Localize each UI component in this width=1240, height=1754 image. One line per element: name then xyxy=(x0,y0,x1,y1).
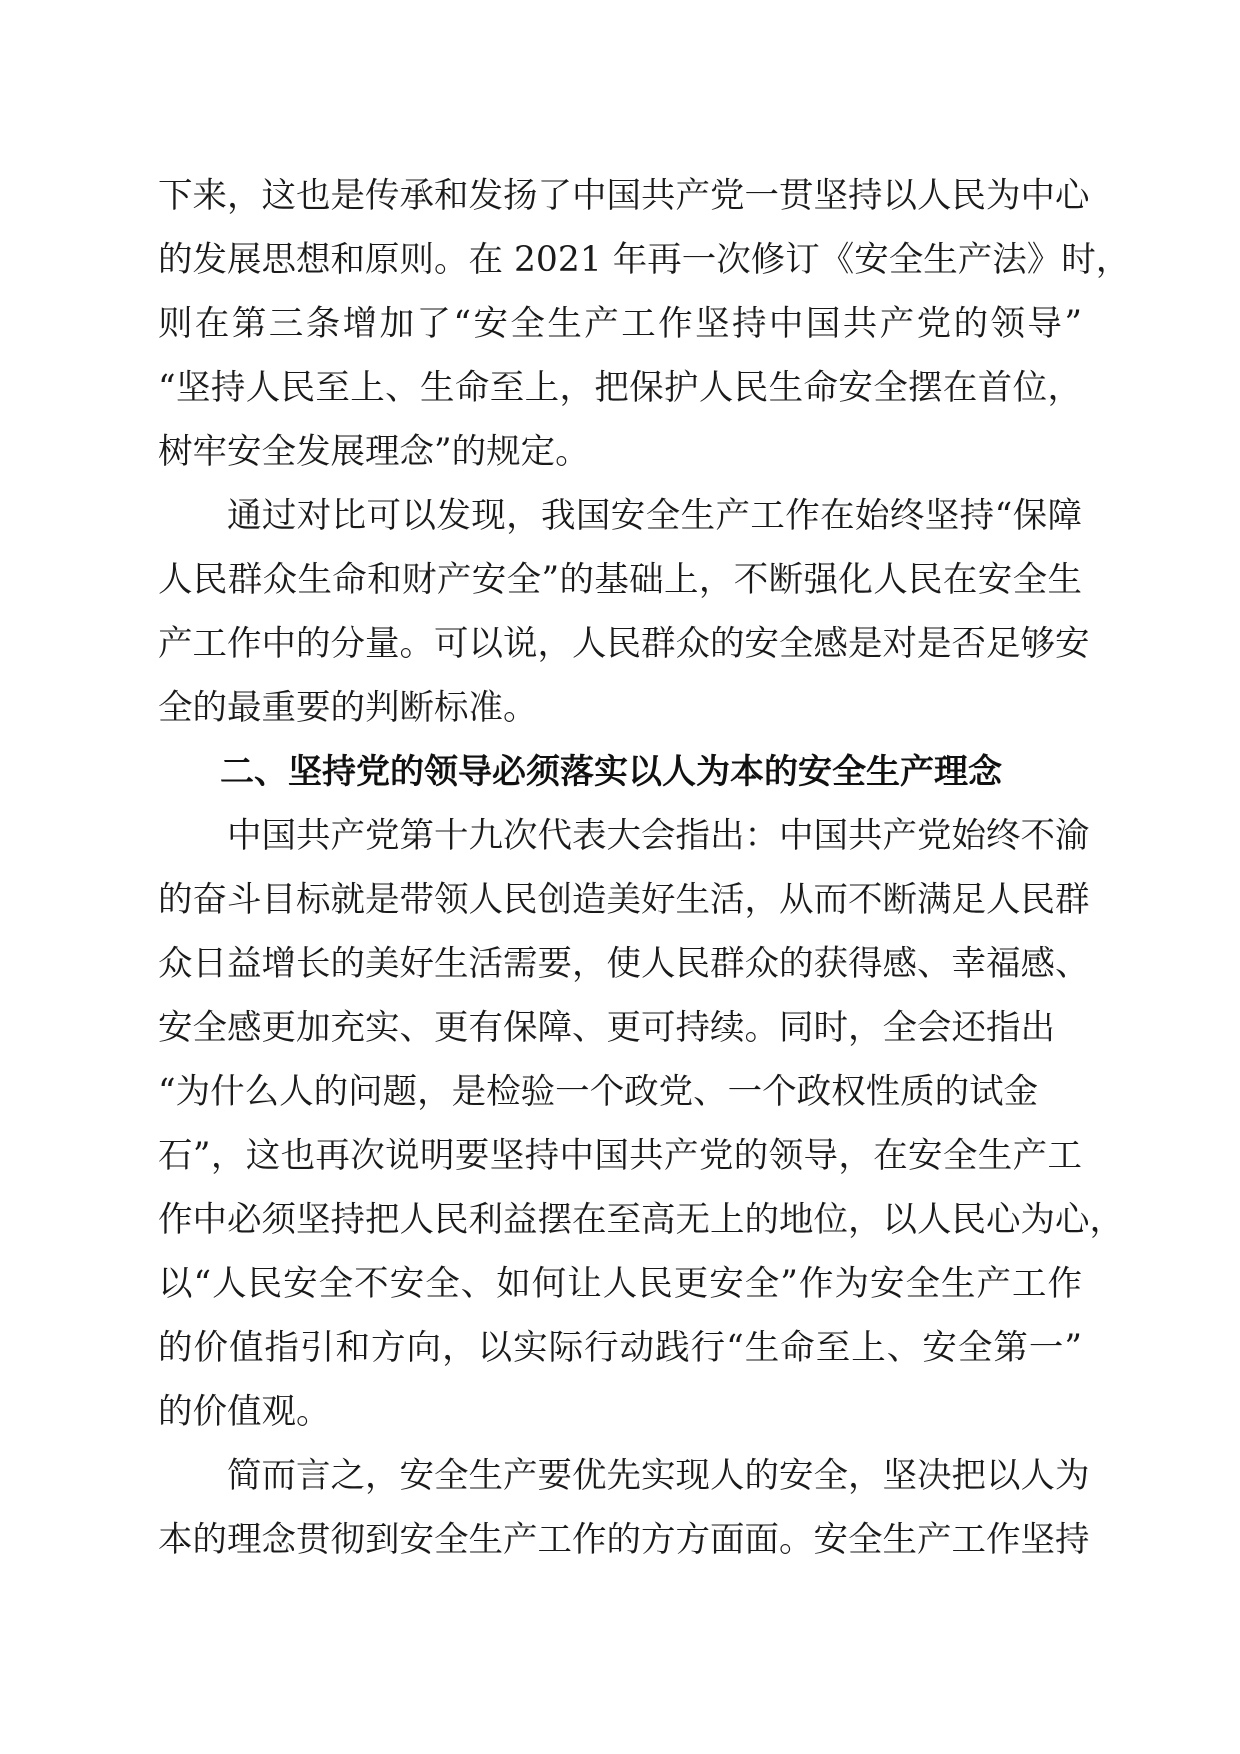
text-line: 下来，这也是传承和发扬了中国共产党一贯坚持以人民为中心 xyxy=(158,176,1090,216)
text-line: “为什么人的问题，是检验一个政党、一个政权性质的试金 xyxy=(158,1072,1039,1112)
section-heading: 二、坚持党的领导必须落实以人为本的安全生产理念 xyxy=(220,752,1002,792)
text-line: 的价值观。 xyxy=(158,1392,331,1432)
text-line: 众日益增长的美好生活需要，使人民群众的获得感、幸福感、 xyxy=(158,944,1090,984)
text-line: “坚持人民至上、生命至上，把保护人民生命安全摆在首位， xyxy=(158,368,1082,408)
text-line: 安全感更加充实、更有保障、更可持续。同时，全会还指出 xyxy=(158,1008,1055,1048)
paragraph-congress xyxy=(158,804,1124,1444)
text-line: 的奋斗目标就是带领人民创造美好生活，从而不断满足人民群 xyxy=(158,880,1090,920)
text-line: 全的最重要的判断标准。 xyxy=(158,688,538,728)
text-line: 则在第三条增加了“安全生产工作坚持中国共产党的领导” xyxy=(158,304,1082,344)
text-line: 中国共产党第十九次代表大会指出：中国共产党始终不渝 xyxy=(227,816,1090,856)
text-line: 以“人民安全不安全、如何让人民更安全”作为安全生产工作 xyxy=(158,1264,1082,1304)
text-line: 树牢安全发展理念”的规定。 xyxy=(158,432,590,472)
text-line: 本的理念贯彻到安全生产工作的方方面面。安全生产工作坚持 xyxy=(158,1520,1090,1560)
text-line: 简而言之，安全生产要优先实现人的安全，坚决把以人为 xyxy=(227,1456,1090,1496)
text-line: 石”，这也再次说明要坚持中国共产党的领导，在安全生产工 xyxy=(158,1136,1082,1176)
text-line: 的价值指引和方向，以实际行动践行“生命至上、安全第一” xyxy=(158,1328,1082,1368)
text-line: 人民群众生命和财产安全”的基础上，不断强化人民在安全生 xyxy=(158,560,1082,600)
document-body xyxy=(158,164,1131,1572)
text-line: 通过对比可以发现，我国安全生产工作在始终坚持“保障 xyxy=(227,496,1082,536)
text-line: 产工作中的分量。可以说，人民群众的安全感是对是否足够安 xyxy=(158,624,1090,664)
paragraph-continuation xyxy=(158,164,1131,484)
text-line: 作中必须坚持把人民利益摆在至高无上的地位，以人民心为心， xyxy=(158,1200,1124,1240)
paragraph-summary xyxy=(158,1444,1090,1572)
paragraph-comparison xyxy=(158,484,1090,740)
text-line: 的发展思想和原则。在 2021 年再一次修订《安全生产法》时， xyxy=(158,240,1131,280)
